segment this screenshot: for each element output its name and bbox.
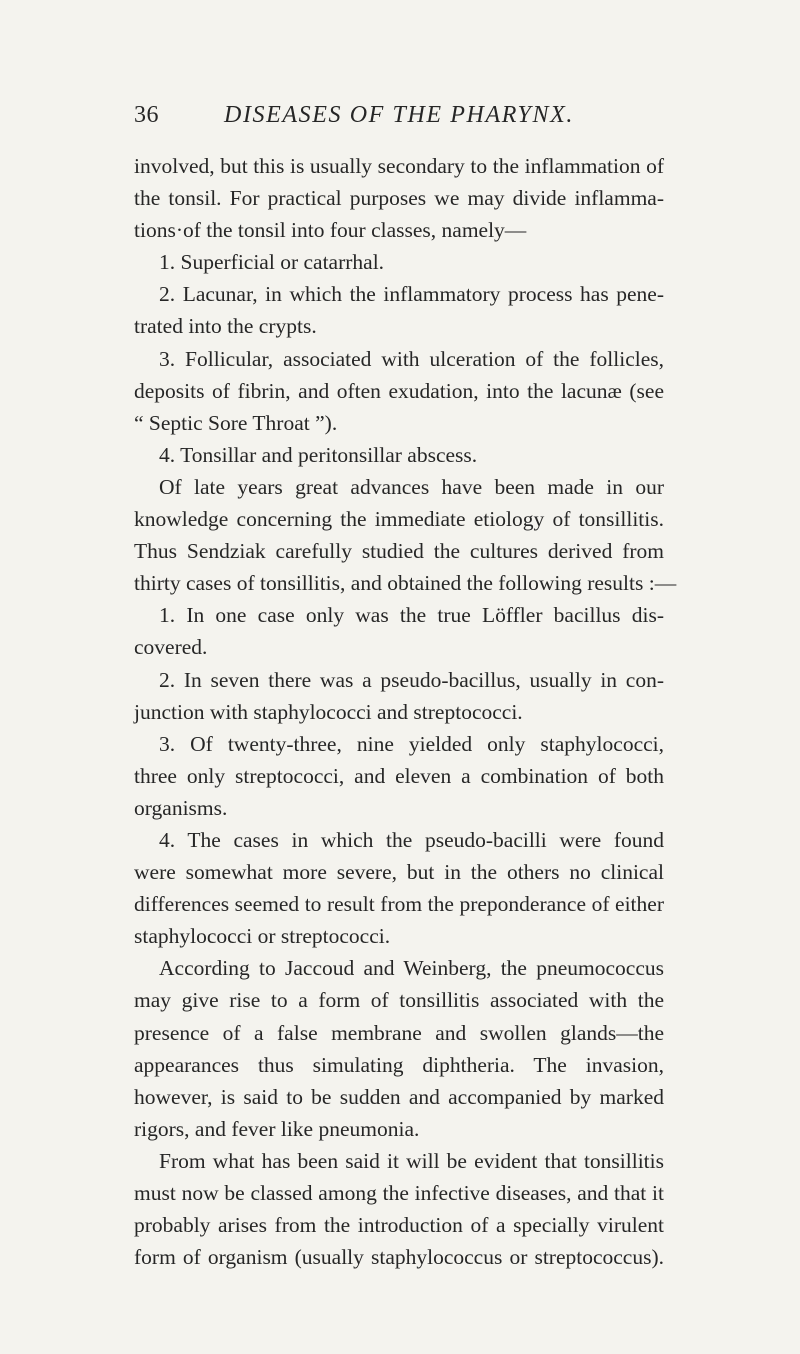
list-item: 2. Lacunar, in which the inflammatory process has pene-	[159, 282, 664, 307]
text-line: knowledge concerning the immediate etiology of tonsillitis.	[134, 507, 664, 532]
paragraph-line: According to Jaccoud and Weinberg, the pneumococcus	[159, 956, 664, 981]
text-line: three only streptococci, and eleven a combination of both	[134, 763, 664, 788]
page-number: 36	[134, 102, 159, 128]
text-line: “ Septic Sore Throat ”).	[134, 410, 338, 435]
text-line: thirty cases of tonsillitis, and obtained the following results :—	[134, 571, 677, 596]
running-head: DISEASES OF THE PHARYNX.	[224, 102, 574, 128]
text-line: junction with staphylococci and streptococci.	[134, 699, 523, 724]
text-line: were somewhat more severe, but in the others no clinical	[134, 860, 664, 885]
text-line: involved, but this is usually secondary to the inflammation of	[134, 154, 664, 178]
text-line: rigors, and fever like pneumonia.	[134, 1116, 420, 1141]
text-line: may give rise to a form of tonsillitis associated with the	[134, 988, 664, 1013]
text-line: presence of a false membrane and swollen glands—the	[134, 1020, 664, 1045]
list-item: 3. Follicular, associated with ulceration of the follicles,	[159, 346, 664, 371]
body-text	[134, 150, 677, 1273]
text-line: however, is said to be sudden and accompanied by marked	[134, 1084, 664, 1109]
list-item: 3. Of twenty-three, nine yielded only staphylococci,	[159, 731, 664, 756]
text-line: organisms.	[134, 795, 228, 820]
text-line: Thus Sendziak carefully studied the cultures derived from	[134, 539, 664, 564]
text-line: appearances thus simulating diphtheria. The invasion,	[134, 1052, 664, 1077]
text-line: probably arises from the introduction of a specially virulent	[134, 1213, 664, 1238]
list-item: 1. In one case only was the true Löffler bacillus dis-	[159, 603, 664, 628]
list-item: 4. Tonsillar and peritonsillar abscess.	[159, 442, 478, 467]
text-line: covered.	[134, 635, 208, 660]
text-line: the tonsil. For practical purposes we may divide inflamma-	[134, 186, 664, 211]
text-line: deposits of fibrin, and often exudation, into the lacunæ (see	[134, 378, 664, 403]
paragraph-line: Of late years great advances have been made in our	[159, 474, 664, 499]
page-header	[134, 102, 664, 138]
text-line: staphylococci or streptococci.	[134, 924, 391, 949]
paragraph-line: From what has been said it will be evident that tonsillitis	[159, 1148, 664, 1173]
text-line: tions·of the tonsil into four classes, namely—	[134, 218, 527, 243]
text-line: must now be classed among the infective diseases, and that it	[134, 1181, 664, 1205]
text-line: form of organism (usually staphylococcus or streptococcus).	[134, 1245, 664, 1270]
text-line: trated into the crypts.	[134, 314, 317, 339]
list-item: 2. In seven there was a pseudo-bacillus, usually in con-	[159, 667, 664, 692]
list-item: 1. Superficial or catarrhal.	[159, 250, 385, 275]
text-line: differences seemed to result from the preponderance of either	[134, 892, 664, 917]
list-item: 4. The cases in which the pseudo-bacilli were found	[159, 827, 664, 852]
